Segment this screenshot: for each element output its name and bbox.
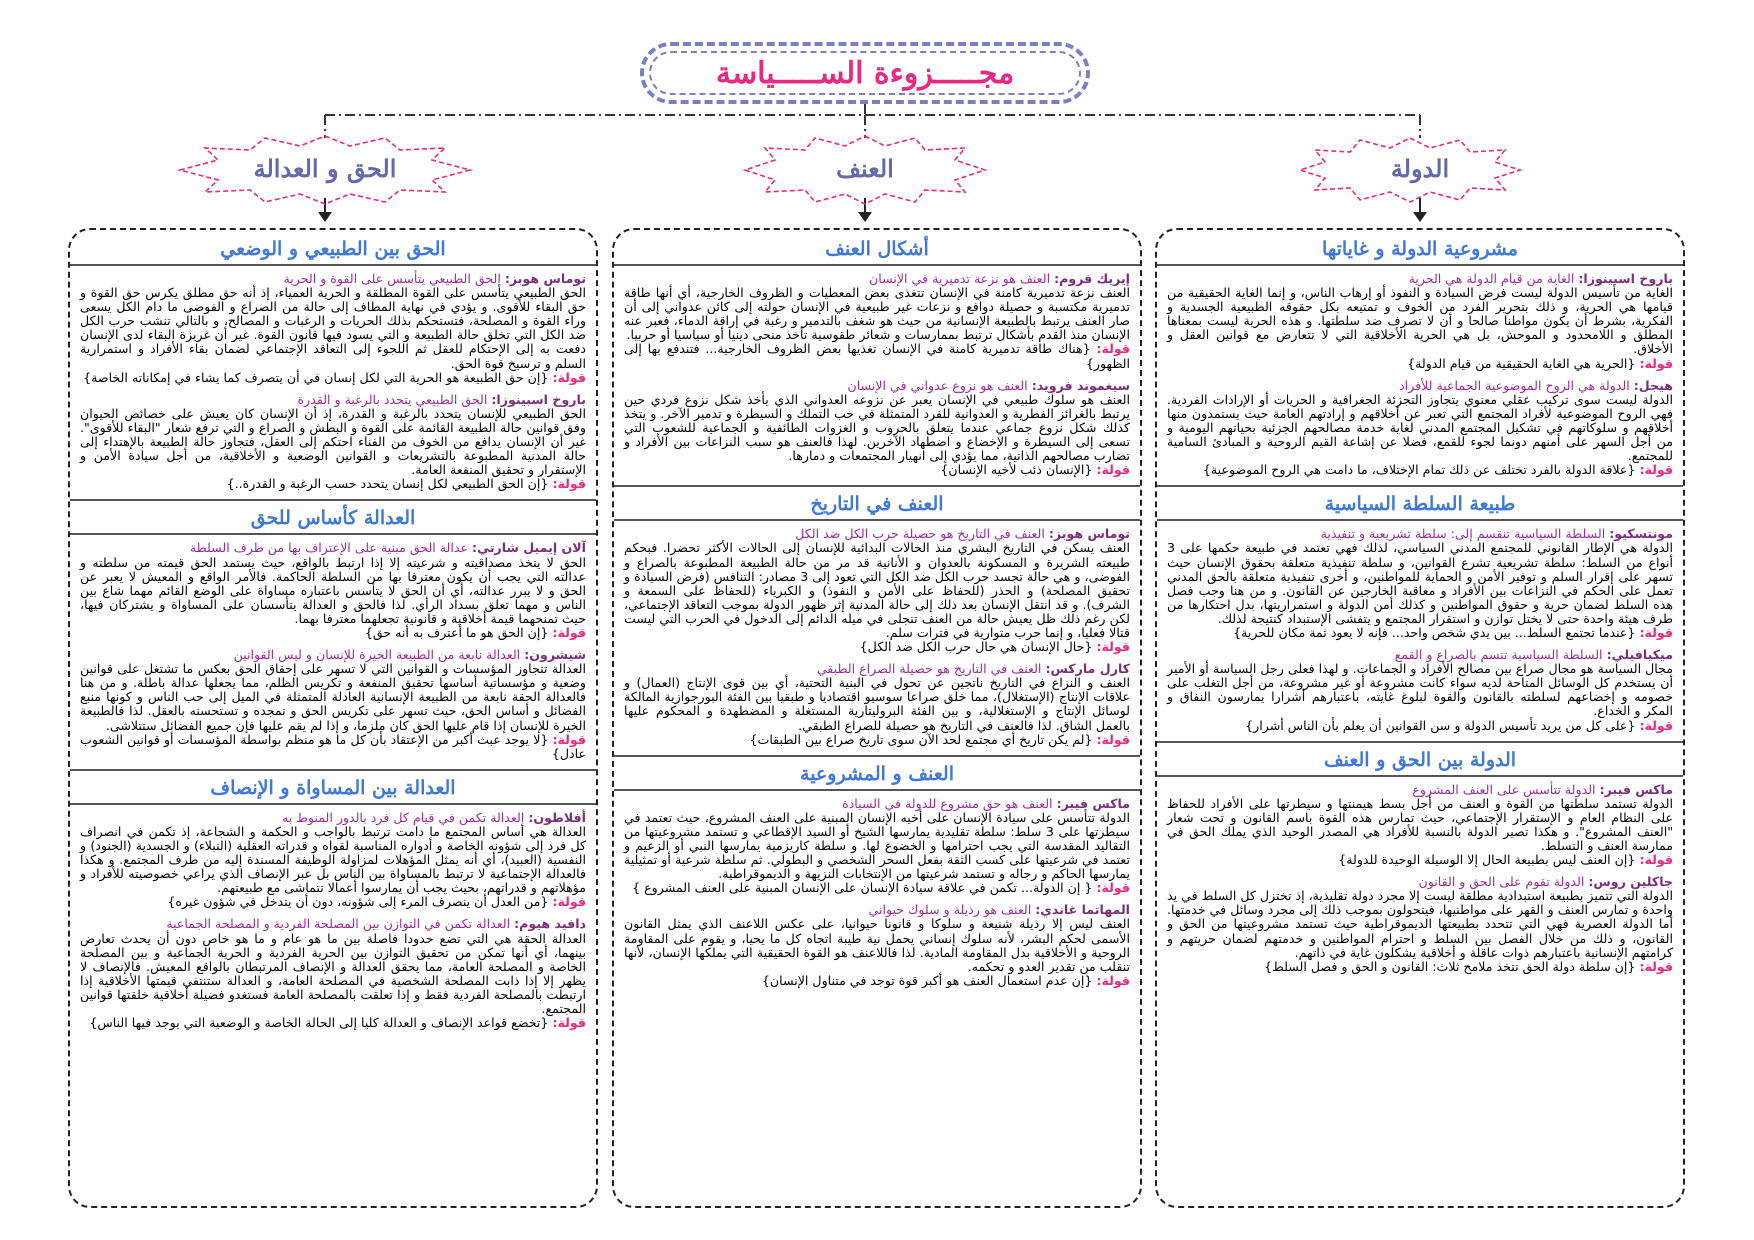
- section-divider: [614, 264, 1140, 266]
- author-name: مونتسكيو:: [1609, 526, 1673, 542]
- section-title: الدولة بين الحق و العنف: [1323, 748, 1517, 771]
- page-title: مجـــــزوءة الســـــياسة: [715, 55, 1015, 91]
- body-text: الدولة ليست سوى تركيب عقلي معنوي يتجاوز التجزئة الجغرافية و الحريات أو الإرادات الفردية. فهي الروح الموضوعية لأفراد المجتمع التي تعبر عن أخلاقهم و إرادتهم العامة حيث يستمدون منها أخلاقهم و سلوكاتهم في تشكيل المجتمع المدني لغاية خدمة مصالحهم الجزئية بحياتهم اليومية و من أجل السهر على أمنهم دونما لجوء للقمع، فضلا عن إشاعة القيم الروحية و المبادئ السامية للمجتمع.: [1167, 391, 1673, 464]
- thesis: السلطة السياسية تنقسم إلى: سلطة تشريعية و تنفيذية: [1320, 526, 1606, 542]
- philosopher-entry: [624, 903, 1130, 988]
- section-title: الحق بين الطبيعي و الوضعي: [220, 238, 446, 260]
- quote-text: {الحرية هي الغاية الحقيقية من قيام الدولة}: [1407, 355, 1636, 371]
- quote-text: {عندما تجتمع السلط... بين يدي شخص واحد... فإنه لا يعود ثمة مكان للحرية}: [1233, 624, 1636, 640]
- philosopher-entry: [1167, 783, 1673, 868]
- quote-text: {لم يكن تاريخ أي مجتمع لحد الآن سوى تاريخ صراع بين الطبقات}: [749, 731, 1093, 747]
- philosopher-entry: [1167, 379, 1673, 478]
- body-text: العنف و النزاع في التاريخ ناتجين عن تحول في البنية التحتية، أي بين قوى الإنتاج (العمال) و علاقات الإنتاج (الإستغلال)، مما خلق صراعا سوسيو اقتصاديا و طبقيا بين الفئة البورجوازية المالكة لوسائل الإنتاج و الإستغلالية، و بين الفئة البروليتارية المستغلة و المضطهدة و المحكوم عليها بالعمل الشاق. لذا فالعنف في التاريخ هو حصيلة للصراع الطبقي.: [624, 675, 1130, 733]
- quote-label: قولة:: [1639, 852, 1673, 868]
- philosopher-entry: [1167, 272, 1673, 371]
- author-name: آلان إيميل شارتي:: [472, 540, 586, 556]
- body-text: الغاية من تأسيس الدولة ليست فرض السيادة و النفوذ أو إرهاب الناس، و إنما الغاية الحقيقية من قيامها هي الحرية، و ذلك بتحرير الفرد من الخوف و تمتيعه بكل حقوقه الطبيعية الجسدية و الفكرية، بشرط أن يكون مواطنا صالحا و أن لا تصرف ضد سلطتها. و هذه الحرية ليست بمعناها المطلق و اللامحدود و الموحش، بل هي الحرية الأخلاقية التي لا تتعارض مع قوانين العقل و الأخلاق.: [1167, 285, 1673, 357]
- philosopher-entry: [624, 662, 1130, 747]
- author-name: ميكيافيلي:: [1606, 647, 1673, 663]
- thesis: عدالة الحق مبنية على الإعتراف بها من طرف السلطة: [189, 540, 469, 556]
- author-name: باروخ اسبينوزا:: [491, 391, 586, 407]
- thesis: العدالة نابعة من الطبيعة الخيرة للإنسان و ليس القوانين: [233, 647, 521, 663]
- body-text: الدولة تتأسس على سيادة الإنسان على أخيه الإنسان المبنية على العنف المشروع، حيث تعتمد في سيطرتها على 3 سلط: سلطة تقليدية يمارسها الشيخ أو السيد الإقطاعي و تستمد مشروعيتها من التقاليد المقدسة التي يجب احترامها و الخضوع لها. و سلطة كاريزمية يمارسها النبي أو الزعيم و تعتمد في شرعيتها على كسب الثقة بفعل السحر الشخصي و البطولي. ثم سلطة شرعية أو تمثيلية يمارسها الحاكم و رجاله و تستمد شرعيتها من الإنتخابات النزيهة و الديموقراطية.: [624, 809, 1130, 882]
- quote-text: {علاقة الدولة بالفرد تختلف عن ذلك تمام الإختلاف، ما دامت هي الروح الموضوعية}: [1202, 462, 1636, 478]
- section-divider: [1157, 264, 1683, 266]
- section: [1167, 741, 1673, 974]
- body-text: العدالة تتجاوز المؤسسات و القوانين التي لا تسهر على إحقاق الحق بعكس ما تشتغل على قوانين وضعية و مؤسساتية أساسها تحقيق المنفعة و تكريس الظلم، مما يجعلها عدالة باطلة. و من هنا فالعدالة الحقة نابعة من الطبيعة الإنسانية العادلة المتمثلة في الميل إلى حب الناس و كونها منبع الفضائل و أساس الحق، حيث تسهر على تكريس الحق و تمجده و تستحسنه بالعقل. لذا فالطبيعة الخيرة للإنسان إذا قام عليها الحق كان ملزما، و إذا لم يقم عليها فإن جميع الفضائل ستتلاشى.: [80, 661, 586, 733]
- body-text: الدولة تستمد سلطتها من القوة و العنف من أجل بسط هيمنتها و سيطرتها على الأفراد للحفاظ على النظام العام و الإستقرار الإجتماعي، حيث تمارس هذه القوة باسم القانون و تحت شعار "العنف المشروع". و هكذا تصير الدولة بالنسبة للأفراد هي المصدر الوحيد الذي يملك الحق في ممارسة العنف و التسلط.: [1167, 795, 1673, 853]
- philosopher-entry: [1167, 648, 1673, 733]
- body-text: العنف ليس إلا رذيلة شنيعة و سلوكا و قانونا حيوانيا، على عكس اللاعنف الذي يمثل القانون الأسمى لحكم البشر، لأنه سلوك إنساني يحمل نية طيبة اتجاه كل ما يحيا، و يقوم على المقاومة الروحية و الأخلاقية بدل المقاومة المادية. لذا فاللاعنف هو القوة الحقيقية التي يملكها الإنسان، لأنها تنقلب من تقدير العدو و تحكمه.: [624, 916, 1130, 974]
- section-title: العنف في التاريخ: [810, 493, 944, 516]
- branch-label-unf: العنف: [836, 154, 894, 183]
- column-violence: [612, 228, 1142, 1208]
- author-name: باروخ اسبينوزا:: [1578, 271, 1673, 286]
- quote-text: {حال الإنسان هي حال حرب الكل ضد الكل}: [859, 639, 1093, 655]
- thesis: الحق الطبيعي يتأسس على القوة و الحرية: [283, 271, 501, 286]
- section-divider: [614, 755, 1140, 757]
- quote-label: قولة:: [1639, 958, 1673, 974]
- quote-text: {إن عدم استعمال العنف هو أكبر قوة توجد في متناول الإنسان}: [761, 972, 1093, 988]
- philosopher-entry: [624, 272, 1130, 371]
- body-text: الحق لا يتخذ مصداقيته و شرعيته إلا إذا ارتبط بالواقع، حيث يستمد الحق قيمته من سلطته و عدالته التي يجب أن يكون معترفا بها من السلطة الحاكمة. فالأمر الواقع و المعيش لا يعبر عن الحق و لا يبرر عدالته، أي أن الحق لا يتأسس باعتباره مساواة على الوضع القائم مهما شاع بين الناس و مهما تعلق بسداد الرأي. لذا فالحق و العدالة يتأسسان على المساواة و يشتركان فيها، حيث تمنحهما قيمة أخلاقية و قانونية تجعلهما معترفا بهما.: [80, 554, 586, 626]
- author-name: ماكس فيبر:: [1056, 795, 1130, 811]
- section-title: العنف و المشروعية: [800, 762, 954, 785]
- philosopher-entry: [80, 541, 586, 640]
- author-name: توماس هوبز:: [504, 271, 586, 286]
- section-divider: [70, 499, 596, 501]
- philosopher-entry: [80, 917, 586, 1030]
- quote-label: قولة:: [552, 476, 586, 492]
- philosopher-entry: [1167, 527, 1673, 640]
- quote-label: قولة:: [1639, 355, 1673, 371]
- author-name: المهاتما غاندي:: [1035, 902, 1130, 918]
- body-text: العنف هو سلوك طبيعي في الإنسان يعبر عن نزوعه العدواني الذي يأخذ شكل نزوع فردي حين يرتبط بالغرائز الفطرية و العدوانية للفرد المتمثلة في حب التملك و السيطرة و تدمير الآخر. و يتخذ كذلك شكل نزوع جماعي عندما يتعلق بالحروب و الغزوات الطائفية و الجماعية للشعوب التي تسعى إلى السيطرة و الإخضاع و اضطهاد الآخرين. لهذا فالعنف هو سبب النزاعات بين الأفراد و تضارب مصالحهم الذاتية، مما يؤدي إلى انهيار المجتمعات و دمارها.: [624, 391, 1130, 464]
- quote-label: قولة:: [552, 731, 586, 747]
- quote-label: قولة:: [1096, 639, 1130, 655]
- section-title: أشكال العنف: [825, 238, 929, 260]
- body-text: العدالة هي أساس المجتمع ما دامت ترتبط بالواجب و الحكمة و الشجاعة، إذ تكمن في انصراف كل فرد إلى شؤونه الخاصة و أدواره المناسبة لقواه و قدراته العقلية (النبلاء) و الجسدية (الجنود) و النفسية (العبيد)، أي أنه يمثل المؤهلات لمزاولة الوظيفة المسندة إليه من طرف المجتمع. و هكذا فالعدالة الإجتماعية لا ترتبط بالمساواة بين الناس بل عبر الإنصاف الذي يراعي خصوصيته للأفراد و مؤهلاتهم و قدراتهم، بحيث يجب أن يمارسوا أعمالا تتماشى مع طبيعتهم.: [80, 823, 586, 896]
- section-divider: [614, 789, 1140, 791]
- section: [80, 238, 586, 491]
- quote-text: {الإنسان ذئب لأخيه الإنسان}: [940, 462, 1093, 478]
- quote-label: قولة:: [1639, 462, 1673, 478]
- quote-label: قولة:: [552, 1015, 586, 1031]
- section-divider: [70, 769, 596, 771]
- section: [1167, 238, 1673, 477]
- section-title: مشروعية الدولة و غاياتها: [1322, 238, 1518, 260]
- author-name: إيريك فروم:: [1054, 271, 1130, 286]
- branch-label-dawla: الدولة: [1390, 154, 1450, 183]
- column-rights-justice: [68, 228, 598, 1208]
- author-name: شيشرون:: [524, 647, 586, 663]
- body-text: الحق الطبيعي للإنسان يتحدد بالرغبة و القدرة، إذ أن الإنسان كان يعيش على خصائص الحيوان وفق قوانين حالة الطبيعة القائمة على القوة و البطش و الصراع و التي ترفع شعار "البقاء للأقوى". غير أن الإنسان يدافع من الخوف من الفناء احتكم إلى العقل، فتجاوز حالة الطبيعة بالإهتداء إلى حالة المدنية المطبوعة بالتشريعات و القوانين الوضعية و الأخلاقية، من أجل سيادة الأمن و الإستقرار و تحقيق المنفعة العامة.: [80, 405, 586, 478]
- philosopher-entry: [80, 393, 586, 492]
- column-state: [1155, 228, 1685, 1208]
- quote-text: {من العدل أن ينصرف المرء إلى شؤونه، دون أن يتدخل في شؤون غيره}: [167, 894, 549, 910]
- author-name: هيجل:: [1633, 377, 1673, 393]
- thesis: العنف هو نزوع عدواني في الإنسان: [847, 377, 1028, 393]
- philosopher-entry: [624, 797, 1130, 896]
- quote-text: {على كل من يريد تأسيس الدولة و سن القوانين أن يعلم بأن الناس أشرار}: [1245, 717, 1636, 733]
- body-text: الحق الطبيعي يتأسس على القوة المطلقة و الحرية العمياء، إذ أنه حق مطلق يكرس حق القوة و حق البقاء للأقوى. و يؤدي في نهاية المطاف إلى حالة من الصراع و الفوضى ما دام الكل يسعى وراء القوة و المصلحة، فتستحكم بذلك الحريات و الرغبات و المصالح، و بالتالي تنشب حرب الكل ضد الكل التي تخلق حالة الطبيعة و التي يسود فيها قانون القوة. غير أن غريزة البقاء لدى الإنسان دفعت به إلى الإحتكام للعقل ثم اللجوء إلى التعاقد الإجتماعي لضمان بقاء الأفراد و استمرارية السلم و ترسيخ قوة الحق.: [80, 285, 586, 371]
- section-divider: [1157, 519, 1683, 521]
- thesis: الدولة تقوم على الحق و القانون: [1418, 874, 1585, 890]
- quote-label: قولة:: [552, 624, 586, 640]
- body-text: الدولة التي تتميز بطبيعة استبدادية مطلقة ليست إلا مجرد دولة تقليدية، إذ تختزل كل السلط في يد واحدة و تمارس العنف و القهر على مواطنيها، فيتحولون بموجب ذلك إلى مجرد وسائل في خدمتها. أما الدولة العصرية فهي التي تتحدد بطبيعتها الديموقراطية حيث تستمد مشروعيتها من الحق و القانون، و ذلك من خلال الفصل بين السلط و احترام المواطنين و خدمتهم لضمان حريتهم و كرامتهم الإنسانية باعتبارهم ذوات عاقلة و أخلاقية يشكلون غاية في ذاتهم.: [1167, 888, 1673, 960]
- author-name: كارل ماركس:: [1045, 661, 1130, 677]
- thesis: السلطة السياسية تتسم بالصراع و القمع: [1394, 647, 1603, 663]
- quote-text: {هناك طاقة تدميرية كامنة في الإنسان تغذيها بعض الظروف الخارجية... فتندفع بها إلى الظهور}: [624, 341, 1130, 371]
- quote-text: { إن الدولة... تكمن في علاقة سيادة الإنسان على الإنسان المبنية على العنف المشروع }: [632, 880, 1093, 896]
- quote-label: قولة:: [1096, 731, 1130, 747]
- author-name: سيغموند فرويد:: [1031, 377, 1130, 393]
- section: [80, 769, 586, 1030]
- quote-text: {إن الحق هو ما أعترف به أنه حق}: [364, 624, 549, 640]
- philosopher-entry: [80, 648, 586, 761]
- author-name: توماس هوبز:: [1048, 526, 1130, 542]
- thesis: الدولة تتأسس على العنف المشروع: [1412, 781, 1596, 797]
- philosopher-entry: [80, 811, 586, 910]
- quote-label: قولة:: [552, 894, 586, 910]
- philosopher-entry: [80, 272, 586, 385]
- author-name: أفلاطون:: [528, 809, 586, 825]
- section-title: العدالة بين المساواة و الإنصاف: [210, 776, 456, 799]
- philosopher-entry: [1167, 875, 1673, 974]
- section-divider: [1157, 485, 1683, 487]
- thesis: العنف هو حق مشروع للدولة في السيادة: [842, 795, 1053, 811]
- author-name: ماكس فيبر:: [1599, 781, 1673, 797]
- quote-label: قولة:: [1639, 717, 1673, 733]
- quote-label: قولة:: [1096, 341, 1130, 357]
- author-name: جاكلين روس:: [1588, 874, 1673, 890]
- section-divider: [70, 264, 596, 266]
- section-title: العدالة كأساس للحق: [250, 507, 416, 530]
- thesis: العدالة تكمن في التوازن بين المصلحة الفردية و المصلحة الجماعية: [166, 916, 511, 932]
- section-divider: [614, 519, 1140, 521]
- quote-text: {إن سلطة دولة الحق تتخذ ملامح ثلاث: القانون و الحق و فصل السلط}: [1264, 958, 1636, 974]
- quote-text: {إن العنف ليس بطبيعة الحال إلا الوسيلة الوحيدة للدولة}: [1338, 852, 1636, 868]
- quote-label: قولة:: [552, 369, 586, 385]
- thesis: العنف هو نزعة تدميرية في الإنسان: [869, 271, 1051, 286]
- philosopher-entry: [624, 527, 1130, 654]
- body-text: مجال السياسة هو مجال صراع بين مصالح الأفراد و الجماعات. و لهذا فعلى رجل السياسة أو الأمير أن يستخدم كل الوسائل المتاحة لديه سواء كانت مشروعة أو غير مشروعة، من أجل التغلب على خصومه و إخضاعهم لسلطته بالقانون والقوة لبلوغ غايته، باعتبارهم أشرارا يمارسون النفاق و المكر و الخداع.: [1167, 661, 1673, 719]
- section: [624, 238, 1130, 477]
- body-text: العنف نزعة تدميرية كامنة في الإنسان تتغذى بعض المعطيات و الظروف الخارجية، أي أنها طاقة تدميرية مكتسبة و حصيلة دوافع و نزعات غير طبيعية في الإنسان حولته إلى كائن عدواني إلى أن صار العنف يرتبط بالطبيعة الإنسانية من حيث هو شغف بالتدمير و رغبة في إراقة الدماء، فعبر عنه الإنسان منذ القدم بأشكال ترتبط بممارسات و شعائر طقوسية تأخذ منحى دينيا أو سياسيا أو حربيا.: [624, 285, 1130, 343]
- quote-label: قولة:: [1096, 880, 1130, 896]
- section-divider: [614, 485, 1140, 487]
- thesis: الحق الطبيعي يتحدد بالرغبة و القدرة: [297, 391, 488, 407]
- section: [1167, 485, 1673, 732]
- section: [624, 755, 1130, 988]
- title-banner: [640, 42, 1090, 104]
- thesis: العنف هو رذيلة و سلوك حيواني: [868, 902, 1032, 918]
- quote-label: قولة:: [1639, 624, 1673, 640]
- section: [80, 499, 586, 760]
- philosopher-entry: [624, 379, 1130, 478]
- section: [624, 485, 1130, 746]
- author-name: دافيد هيوم:: [514, 916, 586, 932]
- section-title: طبيعة السلطة السياسية: [1324, 493, 1516, 516]
- body-text: الدولة هي الإطار القانوني للمجتمع المدني السياسي، لذلك فهي تعتمد في طبيعة حكمها على 3 أنواع من السلط: سلطة تشريعية تشرع القوانين، و سلطة تنفيذية متعلقة بحقوق الإنسان حيث تسهر على إقرار السلم و توفير الأمن و الحماية للمواطنين، و أخرى تنفيذية متعلقة بالحق المدني تعمل على الحكم في النزاعات بين الأفراد و معاقبة الخارجين عن القانون. و من هنا وجب فصل هذه السلط لضمان حرية و حقوق المواطنين و كذلك أمن الدولة و استمراريتها، بدل احتكارها من طرف هيئة واحدة حتى لا يختل توازن و استقرار المجتمع و يتفشى الإستبداد كنتيجة لذلك.: [1167, 540, 1673, 626]
- thesis: الغاية من قيام الدولة هي الحرية: [1408, 271, 1575, 286]
- body-text: العدالة الحقة هي التي تضع حدودا فاصلة بين ما هو عام و ما هو خاص دون أن يحدث تعارض بينهما، أي أنها تمكن من تحقيق التوازن بين الحرية الفردية و الحرية الجماعية و بين المصلحة الخاصة و المصلحة العامة، مما يحقق العدالة و الإنصاف المرتبطان بالواقع المعيش. فالإنصاف لا يظهر إلا إذا ذابت المصلحة الشخصية في المصلحة العامة، و العدالة ستنتفي قيمتها الأخلاقية إذا ارتبطت بالمصلحة الفردية فقط و إذا تعلقت بالمصلحة العامة فستغدو فضيلة أخلاقية خلقتها قوانين المجتمع.: [80, 930, 586, 1017]
- thesis: العدالة تكمن في قيام كل فرد بالدور المنوط به: [281, 809, 525, 825]
- body-text: العنف يسكن في التاريخ البشري منذ الحالات البدائية للإنسان إلى الحالات الأكثر تحضرا. فبحكم طبيعته الشريرة و المسكونة بالعدوان و الأنانية قد مر من حالة الطبيعة المطبوعة بالصراع و الفوضى، و هي حالة تجسد حرب الكل ضد الكل التي تعود إلى 3 مصادر: التنافس (فرض السيادة و تحقيق المصلحة) و الحذر (للحفاظ على الأمن و النفوذ) و الكبرياء (للحفاظ على السمعة و الشرف). و قد انتقل الإنسان بعد ذلك إلى حالة المدنية إثر ظهور الدولة بموجب التعاقد الإجتماعي، لكن رغم ذلك ظل يعيش حالة من العنف تتجلى في ميله الدائم إلى الدخول في الحرب التي ليست قتالا فعليا، و إنما حرب متوارية في فترات سلم.: [624, 540, 1130, 640]
- quote-label: قولة:: [1096, 972, 1130, 988]
- quote-text: {لا يوجد عبث أكبر من الإعتقاد بأن كل ما هو منظم بواسطة المؤسسات أو قوانين الشعوب عادل}: [80, 731, 586, 761]
- quote-label: قولة:: [1096, 462, 1130, 478]
- section-divider: [1157, 775, 1683, 777]
- quote-text: {إن حق الطبيعة هو الحرية التي لكل إنسان في أن يتصرف كما يشاء في إمكاناته الخاصة}: [83, 369, 549, 385]
- section-divider: [70, 533, 596, 535]
- thesis: العنف في التاريخ هو حصيلة حرب الكل ضد الكل: [795, 526, 1045, 542]
- quote-text: {تخضع قواعد الإنصاف و العدالة كليا إلى الحالة الخاصة و الوضعية التي يوجد فيها الناس}: [89, 1015, 549, 1031]
- section-divider: [1157, 741, 1683, 743]
- branch-label-haq: الحق و العدالة: [253, 154, 397, 183]
- section-divider: [70, 803, 596, 805]
- thesis: الدولة هي الروح الموضوعية الجماعية للأفراد: [1399, 377, 1630, 393]
- thesis: العنف في التاريخ هو حصيلة الصراع الطبقي: [816, 661, 1042, 677]
- quote-text: {إن الحق الطبيعي لكل إنسان يتحدد حسب الرغبة و القدرة..}: [226, 476, 549, 492]
